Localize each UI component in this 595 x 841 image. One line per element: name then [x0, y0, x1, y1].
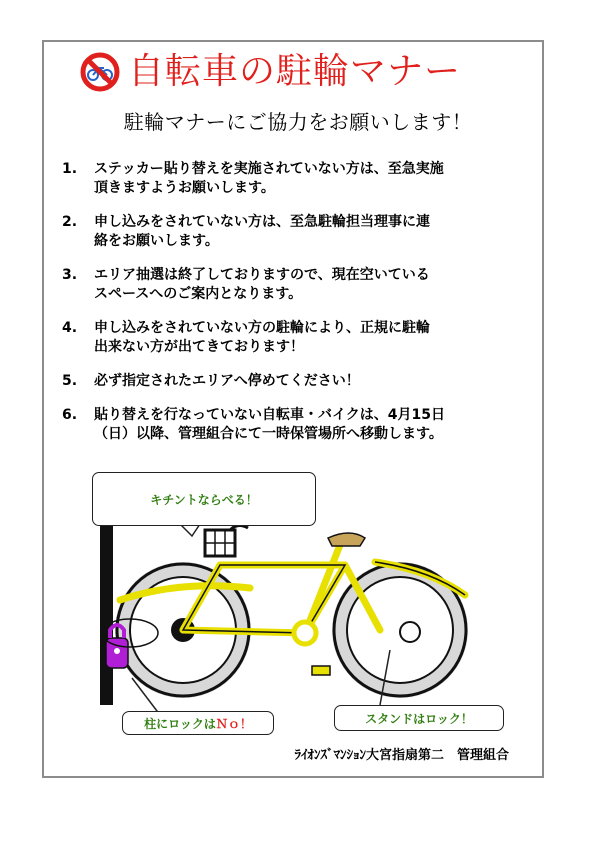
page-title: 自転車の駐輪マナー	[128, 51, 462, 92]
item-number: 2.	[62, 214, 78, 230]
callout-stand	[334, 705, 504, 731]
list-item	[62, 372, 522, 391]
footer-organization: ﾗｲｵﾝｽﾞﾏﾝｼｮﾝ大宮指扇第二 管理組合	[294, 748, 509, 763]
list-item	[62, 266, 522, 304]
list-item	[62, 406, 522, 444]
callout-pillar-no: Ｎｏ！	[215, 716, 252, 731]
callout-neat	[92, 472, 316, 526]
no-bicycle-icon	[80, 52, 120, 92]
list-item	[62, 213, 522, 251]
item-text: 申し込みをされていない方の駐輪により、正規に駐輪 出来ない方が出てきております！	[94, 320, 430, 355]
title-row	[80, 48, 530, 96]
item-text: 必ず指定されたエリアへ停めてください！	[94, 373, 360, 389]
item-text: エリア抽選は終了しておりますので、現在空いている スペースへのご案内となります。	[94, 267, 430, 302]
bike-frame	[120, 540, 465, 633]
chainring	[294, 622, 316, 644]
callout-pillar	[122, 711, 274, 735]
pillar	[100, 520, 113, 705]
item-number: 5.	[62, 373, 78, 389]
list-item	[62, 319, 522, 357]
item-text: 貼り替えを行なっていない自転車・バイクは、4月15日 （日）以降、管理組合にて一時保管場所へ移動します。	[94, 407, 445, 442]
callout-stand-text: スタンドはロック！	[365, 711, 473, 726]
rules-list	[62, 160, 522, 459]
item-number: 6.	[62, 407, 78, 423]
item-text: ステッカー貼り替えを実施されていない方は、至急実施 頂きますようお願いします。	[94, 161, 444, 196]
item-number: 1.	[62, 161, 78, 177]
item-number: 4.	[62, 320, 78, 336]
page-subtitle: 駐輪マナーにご協力をお願いします！	[123, 110, 473, 134]
list-item	[62, 160, 522, 198]
saddle	[328, 533, 365, 546]
item-number: 3.	[62, 267, 78, 283]
callout-pillar-text: 柱にロックは	[144, 716, 216, 731]
callout-neat-text: キチントならべる！	[150, 492, 258, 507]
item-text: 申し込みをされていない方は、至急駐輪担当理事に連 絡をお願いします。	[94, 214, 430, 249]
